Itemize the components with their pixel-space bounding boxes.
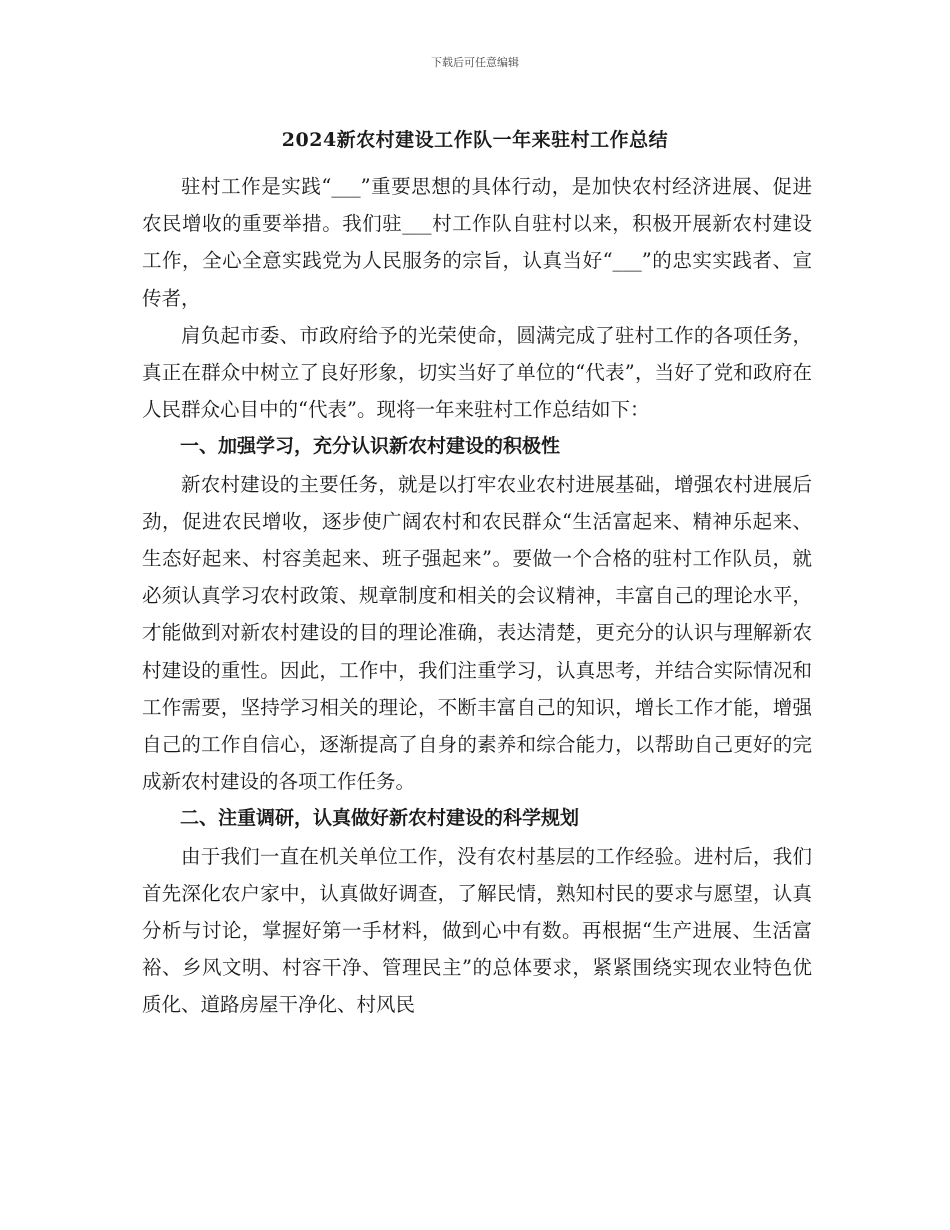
document-title: 2024新农村建设工作队一年来驻村工作总结: [281, 129, 669, 151]
document-body: [142, 168, 812, 1024]
section-heading: 一、加强学习，充分认识新农村建设的积极性: [180, 435, 561, 458]
paragraph: 由于我们一直在机关单位工作，没有农村基层的工作经验。进村后，我们首先深化农户家中，认真做好调查，了解民情，熟知村民的要求与愿望，认真分析与讨论，掌握好第一手材料，做到心中有数。再根据“生产进展、生活富裕、乡风文明、村容干净、管理民主”的总体要求，紧紧围绕实现农业特色优质化、道路房屋干净化、村风民: [142, 844, 812, 1017]
header-note: 下载后可任意编辑: [431, 56, 519, 69]
section-heading: 二、注重调研，认真做好新农村建设的科学规划: [180, 807, 580, 830]
paragraph: 驻村工作是实践“___”重要思想的具体行动，是加快农村经济进展、促进农民增收的重要举措。我们驻___村工作队自驻村以来，积极开展新农村建设工作，全心全意实践党为人民服务的宗旨，认真当好“___”的忠实实践者、宣传者，: [142, 175, 812, 310]
paragraph: 新农村建设的主要任务，就是以打牢农业农村进展基础，增强农村进展后劲，促进农民增收，逐步使广阔农村和农民群众“生活富起来、精神乐起来、生态好起来、村容美起来、班子强起来”。要做一个合格的驻村工作队员，就必须认真学习农村政策、规章制度和相关的会议精神，丰富自己的理论水平，才能做到对新农村建设的目的理论准确，表达清楚，更充分的认识与理解新农村建设的重性。因此，工作中，我们注重学习，认真思考，并结合实际情况和工作需要，坚持学习相关的理论，不断丰富自己的知识，增长工作才能，增强自己的工作自信心，逐渐提高了自身的素养和综合能力，以帮助自己更好的完成新农村建设的各项工作任务。: [142, 472, 812, 794]
paragraph: 肩负起市委、市政府给予的光荣使命，圆满完成了驻村工作的各项任务，真正在群众中树立了良好形象，切实当好了单位的“代表”，当好了党和政府在人民群众心目中的“代表”。现将一年来驻村工作总结如下：: [142, 323, 812, 422]
